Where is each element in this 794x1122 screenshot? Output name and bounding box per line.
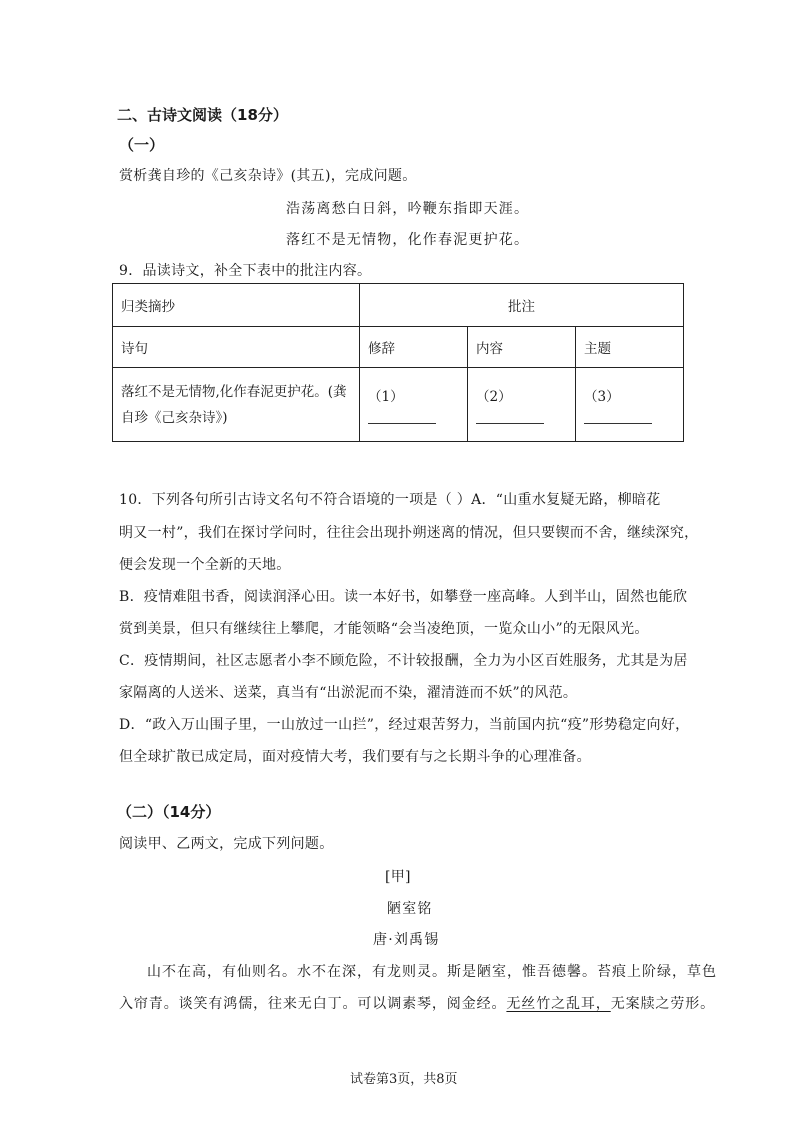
table-cell-poem-line: 自珍《己亥杂诗》) xyxy=(121,409,228,426)
question-10-option-a: 便会发现一个全新的天地。 xyxy=(119,557,291,573)
instruction-text: 赏析龚自珍的《己亥杂诗》(其五)，完成问题。 xyxy=(119,168,417,184)
table-header-rhetoric: 修辞 xyxy=(360,327,468,368)
underlined-phrase: 无丝竹之乱耳， xyxy=(506,996,611,1012)
poem-line: 落红不是无情物，化作春泥更护花。 xyxy=(286,232,530,248)
question-10-option-b: B．疫情难阻书香，阅读润泽心田。读一本好书，如攀登一座高峰。人到半山，固然也能欣 xyxy=(119,589,688,605)
essay-text: 入帘青。谈笑有鸿儒，往来无白丁。可以调素琴，阅金经。 xyxy=(119,996,507,1012)
essay-text: 无案牍之劳形。 xyxy=(610,996,716,1012)
answer-blank[interactable] xyxy=(368,407,436,424)
part-label: （二）（14分） xyxy=(117,803,221,821)
annotation-table xyxy=(112,283,684,442)
table-header-line: 诗句 xyxy=(113,327,360,368)
answer-blank[interactable] xyxy=(476,407,544,424)
answer-cell-3[interactable] xyxy=(576,368,684,442)
table-header-theme: 主题 xyxy=(576,327,684,368)
blank-label: （2） xyxy=(476,389,512,405)
part-label: （一） xyxy=(119,136,165,154)
page-footer: 试卷第3页，共8页 xyxy=(350,1072,458,1087)
question-10-option-a: 明又一村”，我们在探讨学问时，往往会出现扑朔迷离的情况，但只要锲而不舍，继续深究， xyxy=(119,525,699,541)
question-9-stem: 9．品读诗文，补全下表中的批注内容。 xyxy=(119,263,372,279)
answer-blank[interactable] xyxy=(584,407,652,424)
question-10-option-d: D．“政入万山围子里，一山放过一山拦”，经过艰苦努力，当前国内抗“疫”形势稳定向好， xyxy=(119,717,690,733)
table-cell-poem-line: 落红不是无情物,化作春泥更护花。(龚 xyxy=(121,383,347,400)
essay-paragraph-line xyxy=(119,993,715,1013)
answer-cell-2[interactable] xyxy=(468,368,576,442)
table-header-category: 归类摘抄 xyxy=(113,284,360,327)
question-10-option-c: C．疫情期间，社区志愿者小李不顾危险，不计较报酬，全力为小区百姓服务，尤其是为居 xyxy=(119,653,688,669)
question-10-option-c: 家隔离的人送米、送菜，真当有“出淤泥而不染，濯清涟而不妖”的风范。 xyxy=(119,685,578,701)
blank-label: （1） xyxy=(368,389,404,405)
essay-title: 陋室铭 xyxy=(387,901,433,917)
poem-line: 浩荡离愁白日斜，吟鞭东指即天涯。 xyxy=(286,201,530,217)
essay-author: 唐·刘禹锡 xyxy=(373,932,440,948)
question-10-stem: 10．下列各句所引古诗文名句不符合语境的一项是（ ）A．“山重水复疑无路，柳暗花 xyxy=(119,492,661,508)
table-header-content: 内容 xyxy=(468,327,576,368)
answer-cell-1[interactable] xyxy=(360,368,468,442)
table-cell-poem xyxy=(113,368,360,442)
section-title: 二、古诗文阅读（18分） xyxy=(117,106,288,124)
text-label-jia: [甲] xyxy=(385,869,411,885)
table-header-annotation: 批注 xyxy=(360,284,684,327)
blank-label: （3） xyxy=(584,389,620,405)
question-10-option-d: 但全球扩散已成定局，面对疫情大考，我们要有与之长期斗争的心理准备。 xyxy=(119,749,591,765)
essay-paragraph-line: 山不在高，有仙则名。水不在深，有龙则灵。斯是陋室，惟吾德馨。苔痕上阶绿，草色 xyxy=(147,964,717,980)
instruction-text: 阅读甲、乙两文，完成下列问题。 xyxy=(119,836,334,852)
question-10-option-b: 赏到美景，但只有继续往上攀爬，才能领略“会当凌绝顶，一览众山小”的无限风光。 xyxy=(119,621,649,637)
